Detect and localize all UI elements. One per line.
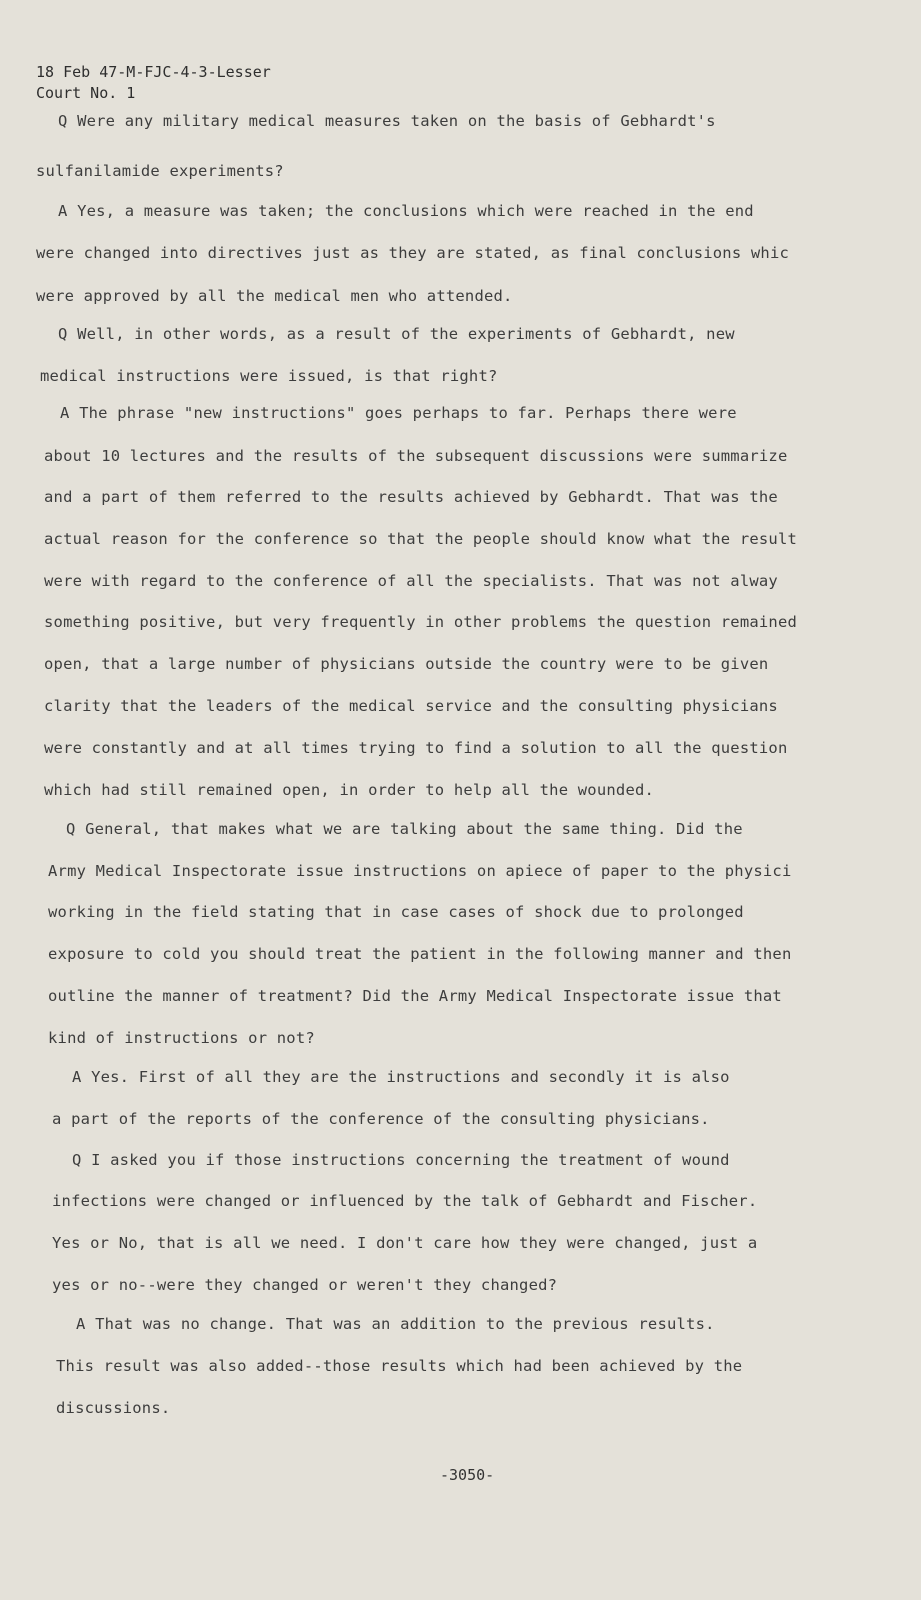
- text-line: actual reason for the conference so that the people should know what the result: [44, 530, 798, 548]
- text-line: sulfanilamide experiments?: [36, 162, 284, 180]
- text-line: Q Well, in other words, as a result of the experiments of Gebhardt, new: [58, 325, 735, 343]
- text-line: discussions.: [56, 1399, 171, 1417]
- text-line: open, that a large number of physicians outside the country were to be given: [44, 655, 769, 673]
- text-line: infections were changed or influenced by the talk of Gebhardt and Fischer.: [52, 1192, 758, 1210]
- text-line: Q General, that makes what we are talking about the same thing. Did the: [66, 820, 743, 838]
- text-line: something positive, but very frequently in other problems the question remained: [44, 613, 798, 631]
- text-line: were approved by all the medical men who attended.: [36, 287, 513, 305]
- text-line: medical instructions were issued, is that right?: [40, 367, 498, 385]
- text-line: Q Were any military medical measures taken on the basis of Gebhardt's: [58, 112, 716, 130]
- text-line: clarity that the leaders of the medical service and the consulting physicians: [44, 697, 778, 715]
- text-line: exposure to cold you should treat the patient in the following manner and then: [48, 945, 792, 963]
- text-line: A Yes, a measure was taken; the conclusions which were reached in the end: [58, 202, 754, 220]
- text-line: A That was no change. That was an addition to the previous results.: [76, 1315, 715, 1333]
- text-line: which had still remained open, in order to help all the wounded.: [44, 781, 655, 799]
- text-line: and a part of them referred to the results achieved by Gebhardt. That was the: [44, 488, 778, 506]
- text-line: yes or no--were they changed or weren't they changed?: [52, 1276, 558, 1294]
- text-line: outline the manner of treatment? Did the Army Medical Inspectorate issue that: [48, 987, 782, 1005]
- text-line: kind of instructions or not?: [48, 1029, 315, 1047]
- text-line: were changed into directives just as they are stated, as final conclusions whic: [36, 244, 790, 262]
- text-line: Army Medical Inspectorate issue instructions on apiece of paper to the physici: [48, 862, 792, 880]
- text-line: Q I asked you if those instructions concerning the treatment of wound: [72, 1151, 730, 1169]
- header-session-line: 18 Feb 47-M-FJC-4-3-Lesser: [36, 63, 271, 81]
- text-line: Yes or No, that is all we need. I don't care how they were changed, just a: [52, 1234, 758, 1252]
- text-line: were constantly and at all times trying to find a solution to all the question: [44, 739, 788, 757]
- text-line: working in the field stating that in case cases of shock due to prolonged: [48, 903, 744, 921]
- text-line: a part of the reports of the conference of the consulting physicians.: [52, 1110, 710, 1128]
- text-line: This result was also added--those results which had been achieved by the: [56, 1357, 743, 1375]
- page-number: -3050-: [440, 1466, 495, 1484]
- text-line: A Yes. First of all they are the instructions and secondly it is also: [72, 1068, 730, 1086]
- header-court-line: Court No. 1: [36, 84, 136, 102]
- text-line: were with regard to the conference of all the specialists. That was not alway: [44, 572, 778, 590]
- text-line: A The phrase "new instructions" goes perhaps to far. Perhaps there were: [60, 404, 737, 422]
- text-line: about 10 lectures and the results of the subsequent discussions were summarize: [44, 447, 788, 465]
- document-header: [36, 62, 271, 104]
